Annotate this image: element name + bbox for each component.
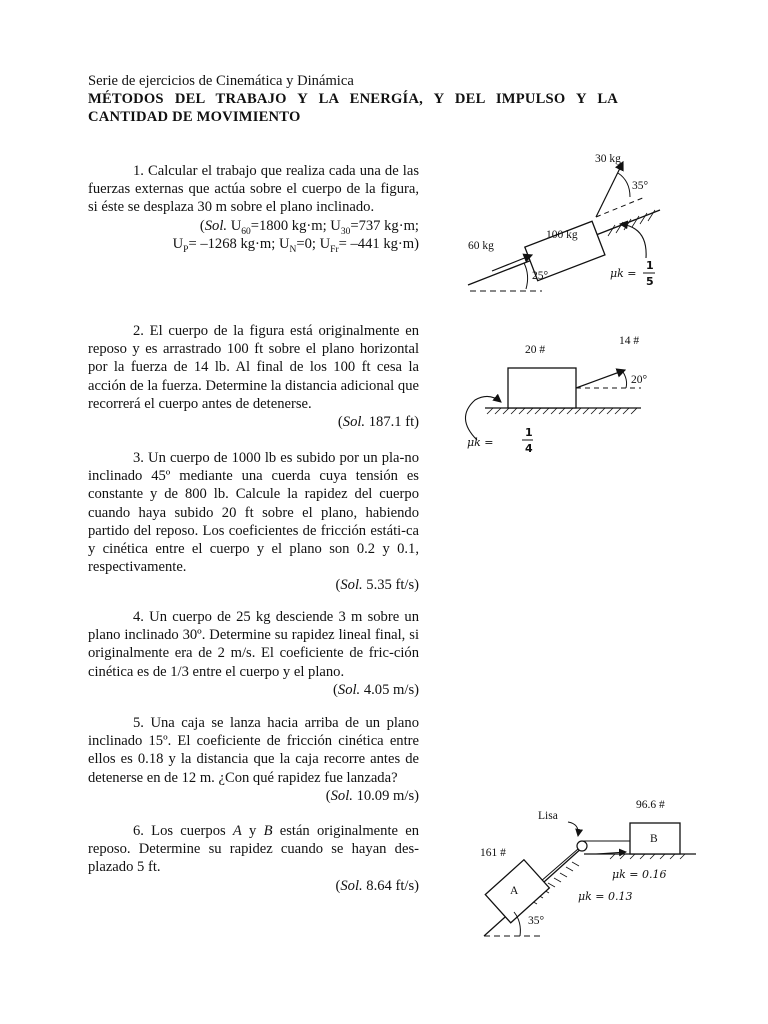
incline-reference-dashed [596,197,645,217]
force-30-label: 30 kg [595,153,621,165]
problem-1-solution-line-2: $U_P= -1268$ kg·m; $U_N=0$; $U_{Fr}= -441$ kg·m) [172,235,419,255]
problem-3-solution: (Sol. 5.35 ft/s) [335,577,419,594]
lisa-pointer-arrow [568,822,578,836]
problem-3 [88,449,419,595]
problem-6 [88,822,419,895]
angle-20-arc [623,372,627,388]
mu-denominator: 5 [646,275,654,288]
angle-35-label: 35° [528,915,545,927]
mu-numerator: 1 [646,259,654,272]
problem-5-text: 5. Una caja se lanza hacia arriba de un plano inclinado 15º. El coeficiente de fricción cinética entre ellos es 0.18 y la distancia que la caja recorre antes de detenerse en de 12 m. ¿Con qué rapidez fue lanzada? [88,715,419,786]
angle-35-arc [618,173,630,197]
block-a-label: A [510,885,519,897]
force-14-arrow [576,370,625,388]
force-60-label: 60 kg [468,240,494,252]
problem-4-solution: (Sol. 4.05 m/s) [333,681,419,698]
friction-curved-arrow [465,396,501,440]
lisa-label: Lisa [538,810,558,822]
problem-5 [88,714,419,805]
angle-35-label: 35° [632,180,649,192]
angle-25-arc [524,263,528,289]
mu-label: μk = [610,267,637,280]
mu-numerator: 1 [525,426,533,439]
problem-3-text: 3. Un cuerpo de 1000 lb es subido por un pla-no inclinado 45º mediante una cuerda cuya tensión es constante y de 800 lb. Calcule la rapidez del cuerpo cuando haya subido 20 ft sobre el plano, habiendo partido del reposo. Los coeficientes de fricción estáti-ca y cinética entre el cuerpo y el plano son 0.2 y 0.1, respectivamente. [88,450,419,576]
problem-1-solution-line-1: (Sol. $U_{60}=1800$ kg·m; $U_{30}=737$ kg·m; [199,217,419,237]
force-label: 14 # [619,335,640,347]
platform-hatching [610,854,685,859]
problem-4-text: 4. Un cuerpo de 25 kg desciende 3 m sobre un plano inclinado 30º. Determine su rapidez lineal final, si originalmente era de 2 m/s. El coeficiente de fric-ción cinética es de 1/3 entre el cuerpo y el plano. [88,609,419,680]
document-title [88,90,618,126]
angle-25-label: 25° [532,270,549,282]
pulley [577,841,587,851]
friction-curved-arrow [620,224,646,258]
figure-2-horizontal-plane [455,328,655,458]
ground-hatching [487,408,637,414]
force-30-arrow [596,162,623,217]
weight-label: 20 # [525,344,546,356]
figure-1-inclined-plane [460,145,680,305]
angle-label: 20° [631,374,648,386]
figure-6-blocks [470,792,710,952]
weight-b-label: 96.6 # [636,799,665,811]
problem-6-solution: (Sol. 8.64 ft/s) [335,877,419,894]
problem-5-solution: (Sol. 10.09 m/s) [325,787,419,804]
problem-1-text: 1. Calcular el trabajo que realiza cada una de las fuerzas externas que actúa sobre el cuerpo de la figura, si éste se desplaza 30 m sobre el plano inclinado. [88,163,419,216]
block-20 [508,368,576,408]
block-b-label: B [650,833,658,845]
mass-label: 100 kg [546,229,578,241]
mu-label: μk = [467,436,494,449]
mu-a-label: μk = 0.13 [578,890,633,903]
problem-2-text: 2. El cuerpo de la figura está originalmente en reposo y es arrastrado 100 ft sobre el plano horizontal por la fuerza de 14 lb. Al final de los 100 ft cesa la acción de la fuerza. Determine la distancia adicional que recorrerá el cuerpo antes de detenerse. [88,323,419,412]
series-heading: Serie de ejercicios de Cinemática y Dinámica [88,73,354,89]
weight-a-label: 161 # [480,847,506,859]
mu-denominator: 4 [525,442,533,455]
problem-1 [88,162,419,253]
problem-4 [88,608,419,699]
mu-b-label: μk = 0.16 [612,868,667,881]
title-line-2: CANTIDAD DE MOVIMIENTO [88,109,301,125]
problem-2-solution: (Sol. 187.1 ft) [337,414,419,431]
rope-incline [540,849,578,882]
problem-6-text: 6. Los cuerpos A y B están originalmente en reposo. Determine su rapidez cuando se hayan des-plazado 5 ft. [88,823,419,876]
incline-hatching [608,210,655,236]
problem-2 [88,322,419,431]
title-line-1: MÉTODOS DEL TRABAJO Y LA ENERGÍA, Y DEL IMPULSO Y LA [88,91,618,107]
